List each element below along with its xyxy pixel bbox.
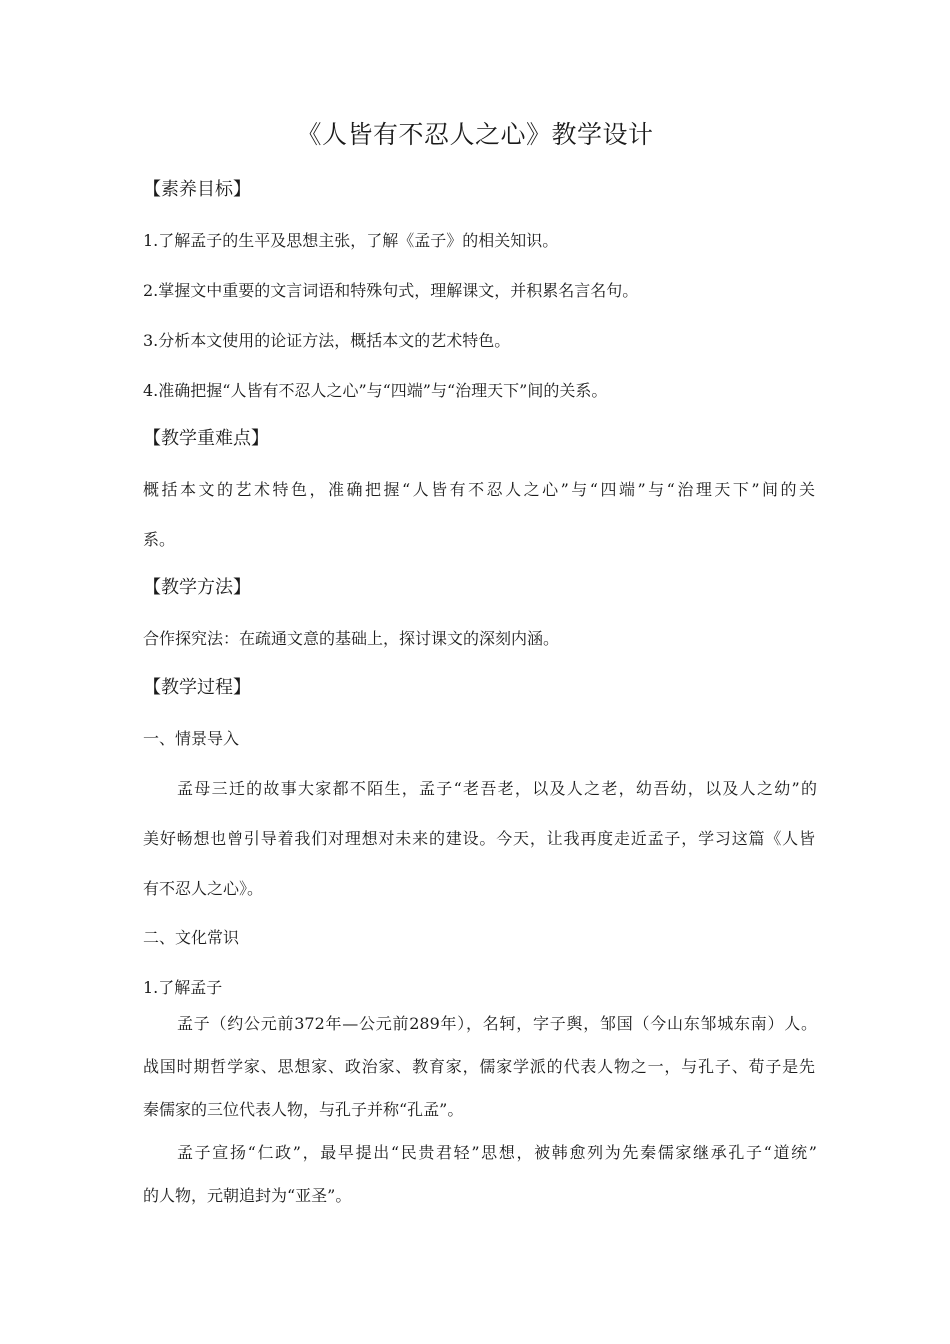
methods-text: 合作探究法：在疏通文意的基础上，探讨课文的深刻内涵。 — [143, 629, 560, 648]
mencius-paragraph-line: 的人物，元朝追封为“亚圣”。 — [143, 1186, 352, 1205]
mencius-paragraph-line: 孟子（约公元前372年—公元前289年），名轲，字子舆，邹国（今山东邹城东南）人。 — [177, 1014, 817, 1033]
section-heading-key-points: 【教学重难点】 — [143, 428, 269, 449]
sub-heading-mencius: 1.了解孟子 — [143, 978, 223, 997]
document-title: 《人皆有不忍人之心》教学设计 — [296, 120, 654, 149]
mencius-paragraph-line: 秦儒家的三位代表人物，与孔子并称“孔孟”。 — [143, 1100, 464, 1119]
goal-item: 2.掌握文中重要的文言词语和特殊句式，理解课文，并积累名言名句。 — [143, 281, 639, 300]
goal-item: 3.分析本文使用的论证方法，概括本文的艺术特色。 — [143, 331, 511, 350]
key-points-line: 系。 — [143, 530, 176, 549]
section-heading-process: 【教学过程】 — [143, 677, 251, 698]
intro-paragraph-line: 孟母三迁的故事大家都不陌生，孟子“老吾老，以及人之老，幼吾幼，以及人之幼”的 — [177, 779, 817, 798]
section-heading-methods: 【教学方法】 — [143, 577, 251, 598]
section-heading-goals: 【素养目标】 — [143, 179, 251, 200]
key-points-line: 概括本文的艺术特色，准确把握“人皆有不忍人之心”与“四端”与“治理天下”间的关 — [143, 480, 815, 499]
mencius-paragraph-line: 孟子宣扬“仁政”，最早提出“民贵君轻”思想，被韩愈列为先秦儒家继承孔子“道统” — [177, 1143, 817, 1162]
subsection-heading-culture: 二、文化常识 — [143, 928, 240, 947]
mencius-paragraph-line: 战国时期哲学家、思想家、政治家、教育家，儒家学派的代表人物之一，与孔子、荀子是先 — [143, 1057, 815, 1076]
intro-paragraph-line: 有不忍人之心》。 — [143, 879, 264, 898]
goal-item: 4.准确把握“人皆有不忍人之心”与“四端”与“治理天下”间的关系。 — [143, 381, 608, 400]
intro-paragraph-line: 美好畅想也曾引导着我们对理想对未来的建设。今天，让我再度走近孟子，学习这篇《人皆 — [143, 829, 815, 848]
subsection-heading-intro: 一、情景导入 — [143, 729, 240, 748]
goal-item: 1.了解孟子的生平及思想主张，了解《孟子》的相关知识。 — [143, 231, 559, 250]
